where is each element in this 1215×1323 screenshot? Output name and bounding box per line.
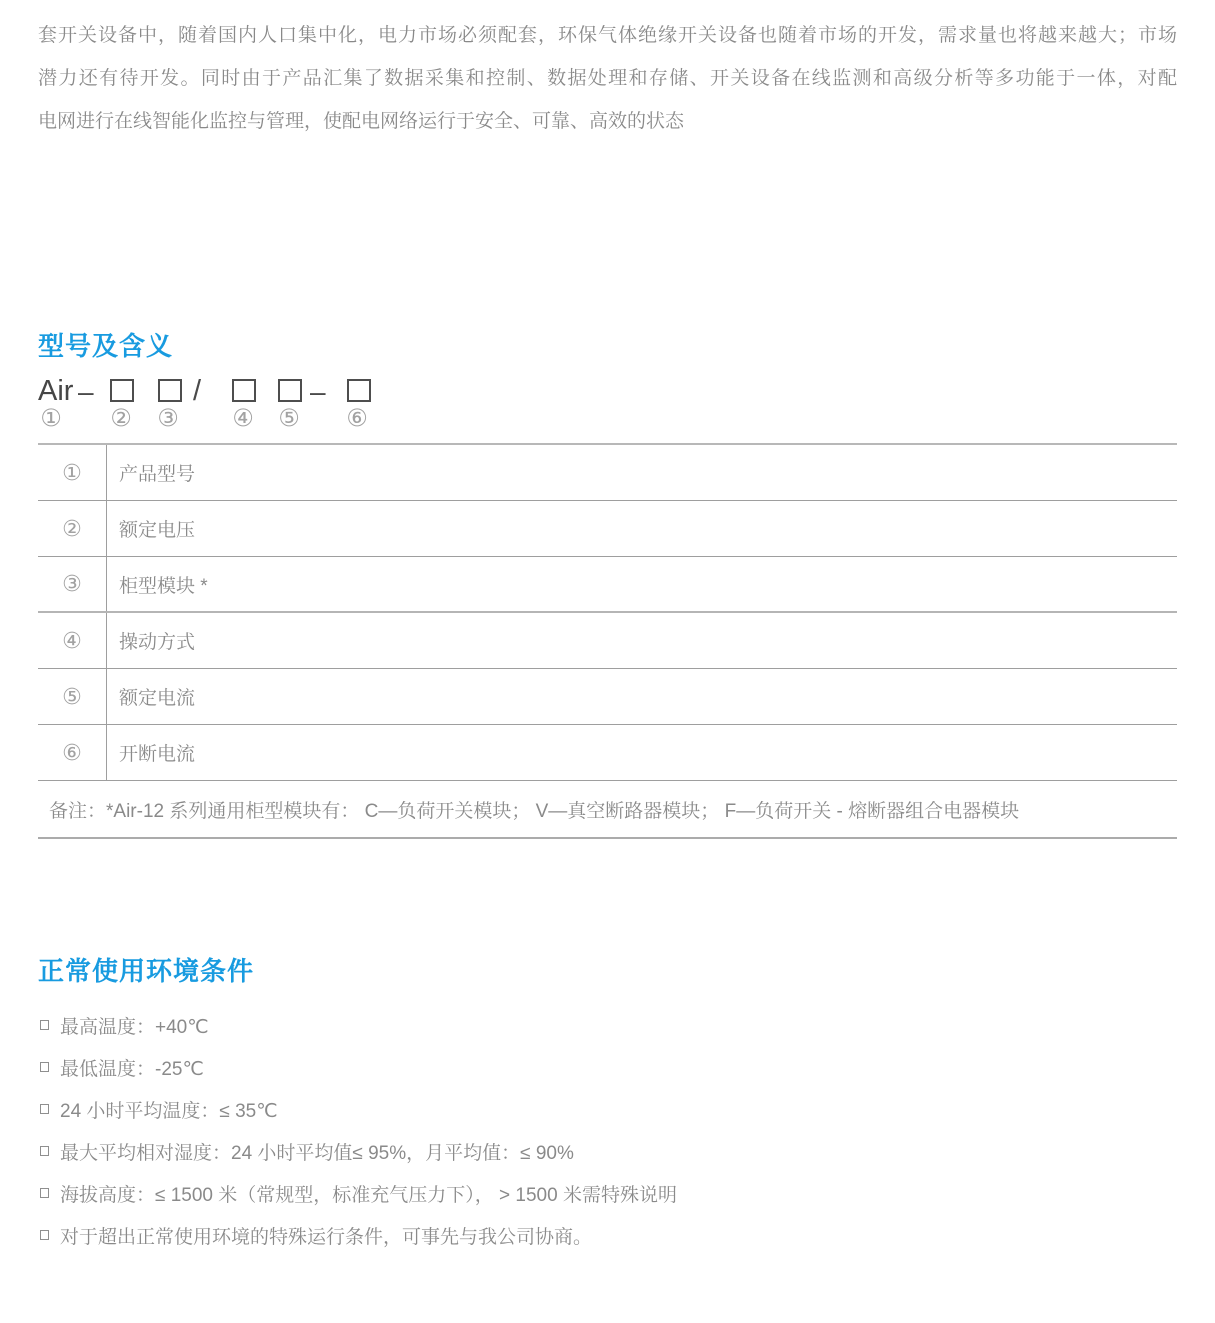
model-prefix: Air	[38, 375, 74, 407]
list-item-text: 最大平均相对湿度：24 小时平均值≤ 95%，月平均值：≤ 90%	[60, 1142, 574, 1164]
model-box	[278, 379, 302, 402]
row-number: ①	[38, 445, 107, 500]
table-row	[38, 557, 1177, 613]
page-content	[38, 0, 1177, 1256]
bullet-square-icon	[40, 1020, 49, 1030]
row-label: 开断电流	[119, 744, 196, 765]
row-label: 产品型号	[119, 464, 196, 485]
bullet-square-icon	[40, 1230, 49, 1240]
row-label: 额定电压	[119, 520, 196, 541]
bullet-square-icon	[40, 1062, 49, 1072]
list-item	[38, 1004, 1177, 1046]
circled-number: ②	[110, 405, 132, 432]
intro-line: 套开关设备中，随着国内人口集中化，电力市场必须配套，环保气体绝缘开关设备也随着市场的开发，需求量也将越来越大；市场	[38, 25, 1177, 46]
intro-paragraph	[38, 0, 1177, 143]
dash-separator: –	[78, 376, 94, 407]
model-designation-diagram	[38, 375, 1177, 432]
table-row	[38, 725, 1177, 781]
env-section-title: 正常使用环境条件	[38, 956, 255, 986]
model-legend-table	[38, 443, 1177, 839]
row-label: 柜型模块 *	[119, 575, 208, 597]
list-item	[38, 1046, 1177, 1088]
table-row	[38, 445, 1177, 501]
table-note: 备注：*Air-12 系列通用柜型模块有： C—负荷开关模块； V—真空断路器模块； F—负荷开关 - 熔断器组合电器模块	[38, 781, 1177, 839]
table-row	[38, 501, 1177, 557]
list-item-text: 海拔高度：≤ 1500 米（常规型，标准充气压力下）， > 1500 米需特殊说明	[60, 1184, 677, 1206]
row-number: ②	[38, 501, 107, 556]
list-item-text: 对于超出正常使用环境的特殊运行条件，可事先与我公司协商。	[60, 1226, 593, 1248]
table-row	[38, 613, 1177, 669]
model-box	[158, 379, 182, 402]
model-section-title: 型号及含义	[38, 331, 174, 361]
row-label: 额定电流	[119, 688, 196, 709]
circled-number: ⑤	[278, 405, 300, 432]
bullet-square-icon	[40, 1104, 49, 1114]
row-number: ⑥	[38, 725, 107, 780]
row-number: ③	[38, 557, 107, 611]
list-item	[38, 1088, 1177, 1130]
row-label: 操动方式	[119, 632, 196, 653]
list-item-text: 最高温度：+40℃	[60, 1016, 209, 1038]
intro-line: 电网进行在线智能化监控与管理，使配电网络运行于安全、可靠、高效的状态	[38, 111, 685, 132]
circled-number: ①	[40, 405, 62, 432]
dash-separator: –	[310, 376, 326, 407]
list-item	[38, 1214, 1177, 1256]
row-number: ④	[38, 613, 107, 668]
model-box	[232, 379, 256, 402]
bullet-square-icon	[40, 1146, 49, 1156]
bullet-square-icon	[40, 1188, 49, 1198]
env-conditions-list	[38, 1004, 1177, 1256]
circled-number: ⑥	[346, 405, 368, 432]
list-item	[38, 1130, 1177, 1172]
model-box	[347, 379, 371, 402]
circled-number: ③	[157, 405, 179, 432]
model-box	[110, 379, 134, 402]
slash-separator: /	[193, 375, 202, 407]
table-row	[38, 669, 1177, 725]
list-item-text: 24 小时平均温度：≤ 35℃	[60, 1100, 278, 1122]
circled-number: ④	[232, 405, 254, 432]
list-item	[38, 1172, 1177, 1214]
row-number: ⑤	[38, 669, 107, 724]
intro-line: 潜力还有待开发。同时由于产品汇集了数据采集和控制、数据处理和存储、开关设备在线监测和高级分析等多功能于一体，对配	[38, 68, 1177, 89]
list-item-text: 最低温度：-25℃	[60, 1058, 204, 1080]
